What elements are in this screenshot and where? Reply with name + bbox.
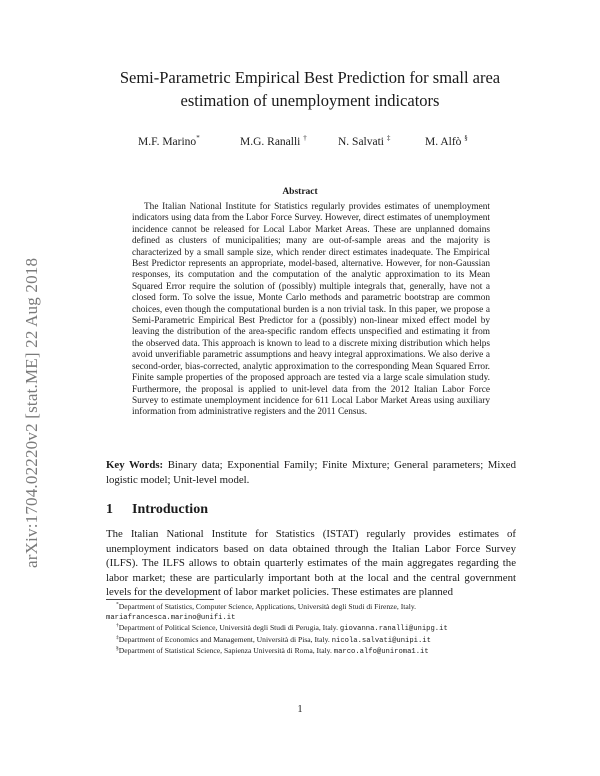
section-title: Introduction	[132, 502, 208, 517]
footnote-email: giovanna.ranalli@unipg.it	[339, 625, 448, 634]
footnote: *Department of Statistics, Computer Science, Applications, Università degli Studi di Firenze, Italy. mariafrancesca.marino@unifi.it	[106, 601, 417, 623]
footnote-email: nicola.salvati@unipi.it	[331, 636, 431, 645]
footnote-email: marco.alfo@uniroma1.it	[333, 647, 429, 656]
abstract-text: The Italian National Institute for Statistics regularly provides estimates of unemployment indicators using data from the Labor Force Survey. However, direct estimates of unemployment incidence cannot be released for Local Labor Market Areas. These are unplanned domains defined as clusters of municipalities; many are out-of-sample areas and the majority is characterized by a small sample size, which render direct estimates inadequate. The Empirical Best Predictor represents an appropriate, model-based, alternative. However, for non-Gaussian responses, its computation and the computation of the analytic approximation to its Mean Squared Error require the solution of (possibly) multiple integrals that, generally, have not a closed form. To solve the issue, Monte Carlo methods and parametric bootstrap are common choices, even though the computational burden is a non trivial task. In this paper, we propose a Semi-Parametric Empirical Best Predictor for a (possibly) non-linear mixed effect model by leaving the distribution of the area-specific random effects unspecified and estimating it from the observed data. This approach is known to lead to a discrete mixing distribution which helps avoid unverifiable parametric assumptions and heavy integral approximations. We also derive a second-order, bias-corrected, analytic approximation to the corresponding Mean Squared Error. Finite sample properties of the proposed approach are tested via a large scale simulation study. Furthermore, the proposal is applied to unit-level data from the 2012 Italian Labor Force Survey to estimate unemployment incidence for 611 Local Labor Market Areas using auxiliary information from administrative registers and the 2011 Census.	[132, 202, 490, 418]
abstract-heading: Abstract	[282, 187, 318, 197]
footnote: §Department of Statistical Science, Sapienza Università di Roma, Italy. marco.alfo@uniroma1.it	[116, 645, 429, 656]
footnote: ‡Department of Economics and Management, Università di Pisa, Italy. nicola.salvati@unipi.it	[116, 634, 431, 645]
section-heading	[106, 502, 208, 518]
footnote-email: mariafrancesca.marino@unifi.it	[106, 614, 236, 623]
keywords	[106, 458, 516, 487]
footnote: †Department of Political Science, Università degli Studi di Perugia, Italy. giovanna.ranalli@unipg.it	[116, 622, 448, 634]
author-name: M.G. Ranalli †	[240, 134, 307, 148]
footnotes	[106, 602, 526, 657]
author-name: N. Salvati ‡	[338, 134, 391, 148]
section-number: 1	[106, 502, 113, 517]
keywords-label: Key Words:	[106, 459, 164, 471]
keywords-text: Binary data; Exponential Family; Finite Mixture; General parameters; Mixed logistic model; Unit-level model.	[106, 459, 516, 486]
author-name: M.F. Marino*	[138, 134, 200, 148]
arxiv-identifier-stamp: arXiv:1704.02220v2 [stat.ME] 22 Aug 2018	[22, 257, 41, 568]
footnote-divider	[106, 599, 214, 600]
page-number: 1	[297, 704, 303, 715]
author-name: M. Alfò §	[425, 134, 468, 148]
paper-title: Semi-Parametric Empirical Best Prediction for small area estimation of unemployment indicators	[119, 68, 501, 110]
introduction-text: The Italian National Institute for Statistics (ISTAT) regularly provides estimates of unemployment indicators based on data obtained through the Italian Labor Force Survey (ILFS). The ILFS allows to obtain quarterly estimates of the main aggregates regarding the labor market; these are particularly important both at the local and the central government levels for the development of labor market policies. These estimates are planned	[106, 528, 516, 599]
author-list	[138, 136, 478, 152]
